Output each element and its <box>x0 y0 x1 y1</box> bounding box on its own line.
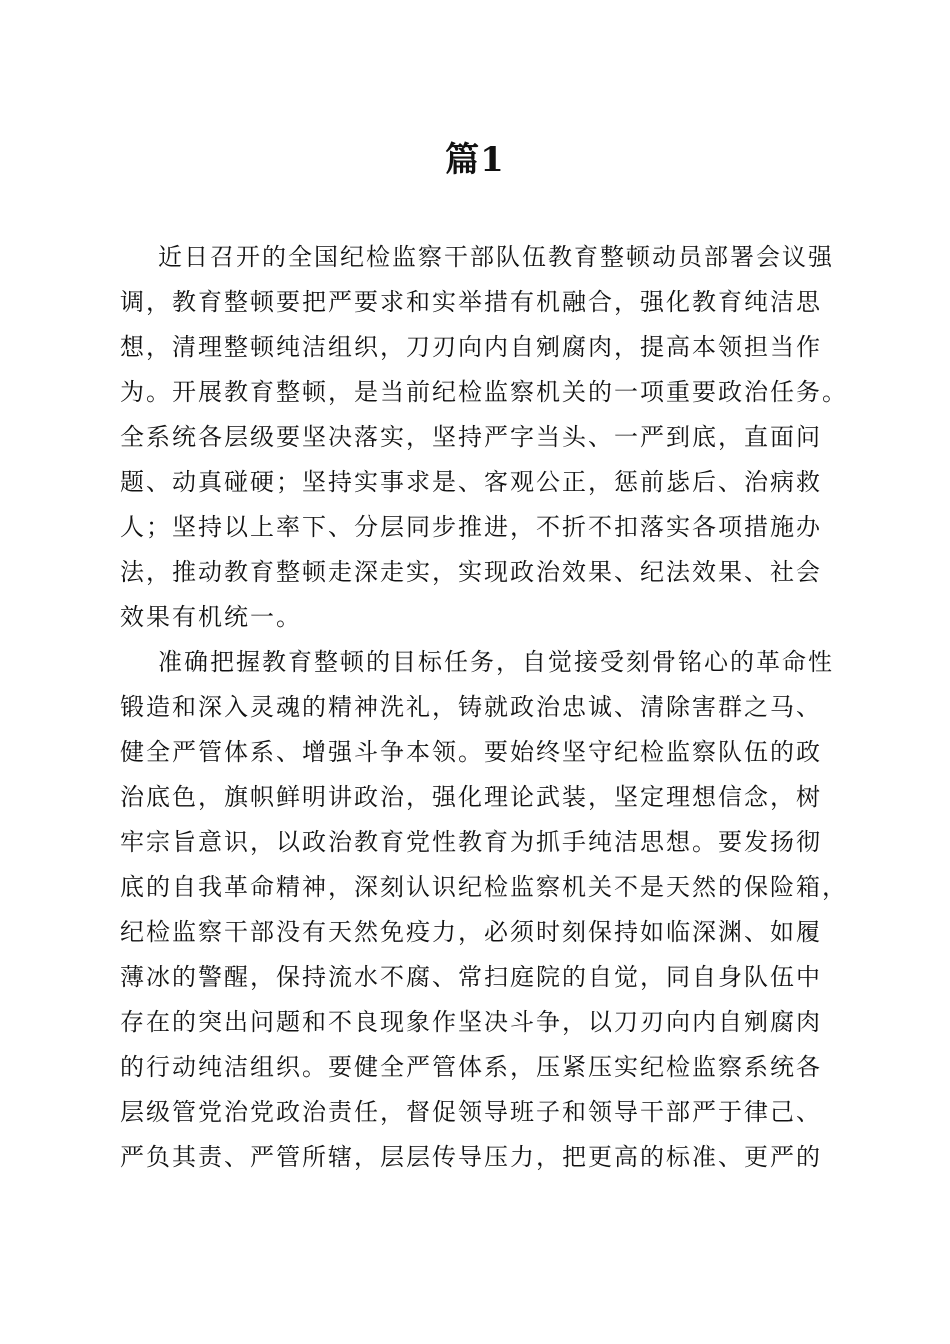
paragraph-line: 底的自我革命精神，深刻认识纪检监察机关不是天然的保险箱， <box>120 873 848 901</box>
paragraph-line: 题、动真碰硬；坚持实事求是、客观公正，惩前毖后、治病救 <box>120 468 822 496</box>
paragraph-line: 锻造和深入灵魂的精神洗礼，铸就政治忠诚、清除害群之马、 <box>120 693 822 721</box>
paragraph-line: 层级管党治党政治责任，督促领导班子和领导干部严于律己、 <box>120 1098 822 1126</box>
paragraph-line: 的行动纯洁组织。要健全严管体系，压紧压实纪检监察系统各 <box>120 1053 822 1081</box>
paragraph-line: 准确把握教育整顿的目标任务，自觉接受刻骨铭心的革命性 <box>158 648 834 676</box>
paragraph-line: 健全严管体系、增强斗争本领。要始终坚守纪检监察队伍的政 <box>120 738 822 766</box>
paragraph-line: 严负其责、严管所辖，层层传导压力，把更高的标准、更严的 <box>120 1143 822 1171</box>
document-title: 篇1 <box>445 140 505 180</box>
paragraph-line: 想，清理整顿纯洁组织，刀刃向内自剜腐肉，提高本领担当作 <box>120 333 822 361</box>
paragraph-line: 薄冰的警醒，保持流水不腐、常扫庭院的自觉，同自身队伍中 <box>120 963 822 991</box>
paragraph-line: 牢宗旨意识，以政治教育党性教育为抓手纯洁思想。要发扬彻 <box>120 828 822 856</box>
paragraph-line: 治底色，旗帜鲜明讲政治，强化理论武装，坚定理想信念，树 <box>120 783 822 811</box>
document-body <box>120 235 848 1180</box>
paragraph-line: 人；坚持以上率下、分层同步推进，不折不扣落实各项措施办 <box>120 513 822 541</box>
paragraph-line: 为。开展教育整顿，是当前纪检监察机关的一项重要政治任务。 <box>120 378 848 406</box>
paragraph-line: 调，教育整顿要把严要求和实举措有机融合，强化教育纯洁思 <box>120 288 822 316</box>
paragraph-2 <box>120 640 848 1180</box>
paragraph-line: 存在的突出问题和不良现象作坚决斗争，以刀刃向内自剜腐肉 <box>120 1008 822 1036</box>
paragraph-line: 全系统各层级要坚决落实，坚持严字当头、一严到底，直面问 <box>120 423 822 451</box>
paragraph-1 <box>120 235 848 640</box>
paragraph-line: 纪检监察干部没有天然免疫力，必须时刻保持如临深渊、如履 <box>120 918 822 946</box>
paragraph-line: 效果有机统一。 <box>120 603 302 631</box>
paragraph-line: 近日召开的全国纪检监察干部队伍教育整顿动员部署会议强 <box>158 243 834 271</box>
paragraph-line: 法，推动教育整顿走深走实，实现政治效果、纪法效果、社会 <box>120 558 822 586</box>
